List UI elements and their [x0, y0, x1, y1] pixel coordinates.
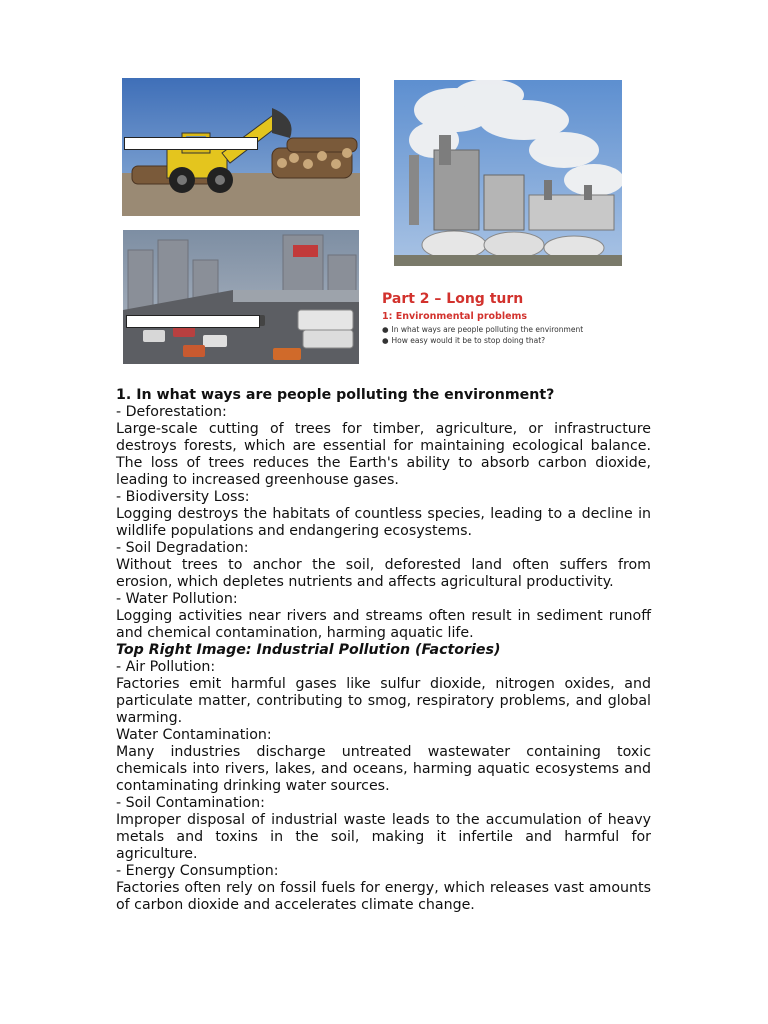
section-heading: - Deforestation: [116, 404, 227, 420]
paragraph: Factories often rely on fossil fuels for energy, which releases vast amounts of carbon dioxide and accelerates climate change. [116, 880, 651, 913]
paragraph: Many industries discharge untreated wastewater containing toxic chemicals into rivers, lakes, and oceans, harming aquatic ecosystems and contaminating drinking water sources. [116, 744, 651, 794]
paragraph: Without trees to anchor the soil, deforested land often suffers from erosion, which depletes nutrients and affects agricultural productivity. [116, 557, 651, 590]
section-heading: - Water Pollution: [116, 591, 238, 607]
task-card [382, 291, 632, 346]
bullet-icon: ● [382, 336, 389, 345]
paragraph: Large-scale cutting of trees for timber, agriculture, or infrastructure destroys forests, which are essential for maintaining ecological balance. The loss of trees reduces the Earth's ability to absorb carbon dioxide, leading to increased greenhouse gases. [116, 421, 651, 488]
section-heading: - Energy Consumption: [116, 863, 279, 879]
subsection-heading: Top Right Image: Industrial Pollution (Factories) [116, 642, 501, 658]
task-subtitle: 1: Environmental problems [382, 311, 528, 322]
paragraph: Logging destroys the habitats of countless species, leading to a decline in wildlife populations and endangering ecosystems. [116, 506, 651, 539]
section-heading: - Biodiversity Loss: [116, 489, 250, 505]
task-title: Part 2 – Long turn [382, 291, 524, 307]
paragraph: Logging activities near rivers and streams often result in sediment runoff and chemical contamination, harming aquatic life. [116, 608, 651, 641]
traffic-photo [123, 230, 359, 364]
blank-label-bar [126, 315, 260, 328]
section-heading: Water Contamination: [116, 727, 272, 743]
paragraph: Improper disposal of industrial waste leads to the accumulation of heavy metals and toxins in the soil, making it infertile and harmful for agriculture. [116, 812, 651, 862]
task-question: ● How easy would it be to stop doing that? [382, 336, 546, 345]
section-heading: - Air Pollution: [116, 659, 216, 675]
section-heading: - Soil Contamination: [116, 795, 265, 811]
section-heading: - Soil Degradation: [116, 540, 249, 556]
question-heading: 1. In what ways are people polluting the environment? [116, 387, 555, 403]
paragraph: Factories emit harmful gases like sulfur dioxide, nitrogen oxides, and particulate matter, contributing to smog, respiratory problems, and global warming. [116, 676, 651, 726]
blank-label-bar [124, 137, 258, 150]
answer-text [116, 387, 651, 914]
factory-photo [394, 80, 622, 266]
bullet-icon: ● [382, 325, 389, 334]
task-question: ● In what ways are people polluting the environment [382, 325, 584, 334]
